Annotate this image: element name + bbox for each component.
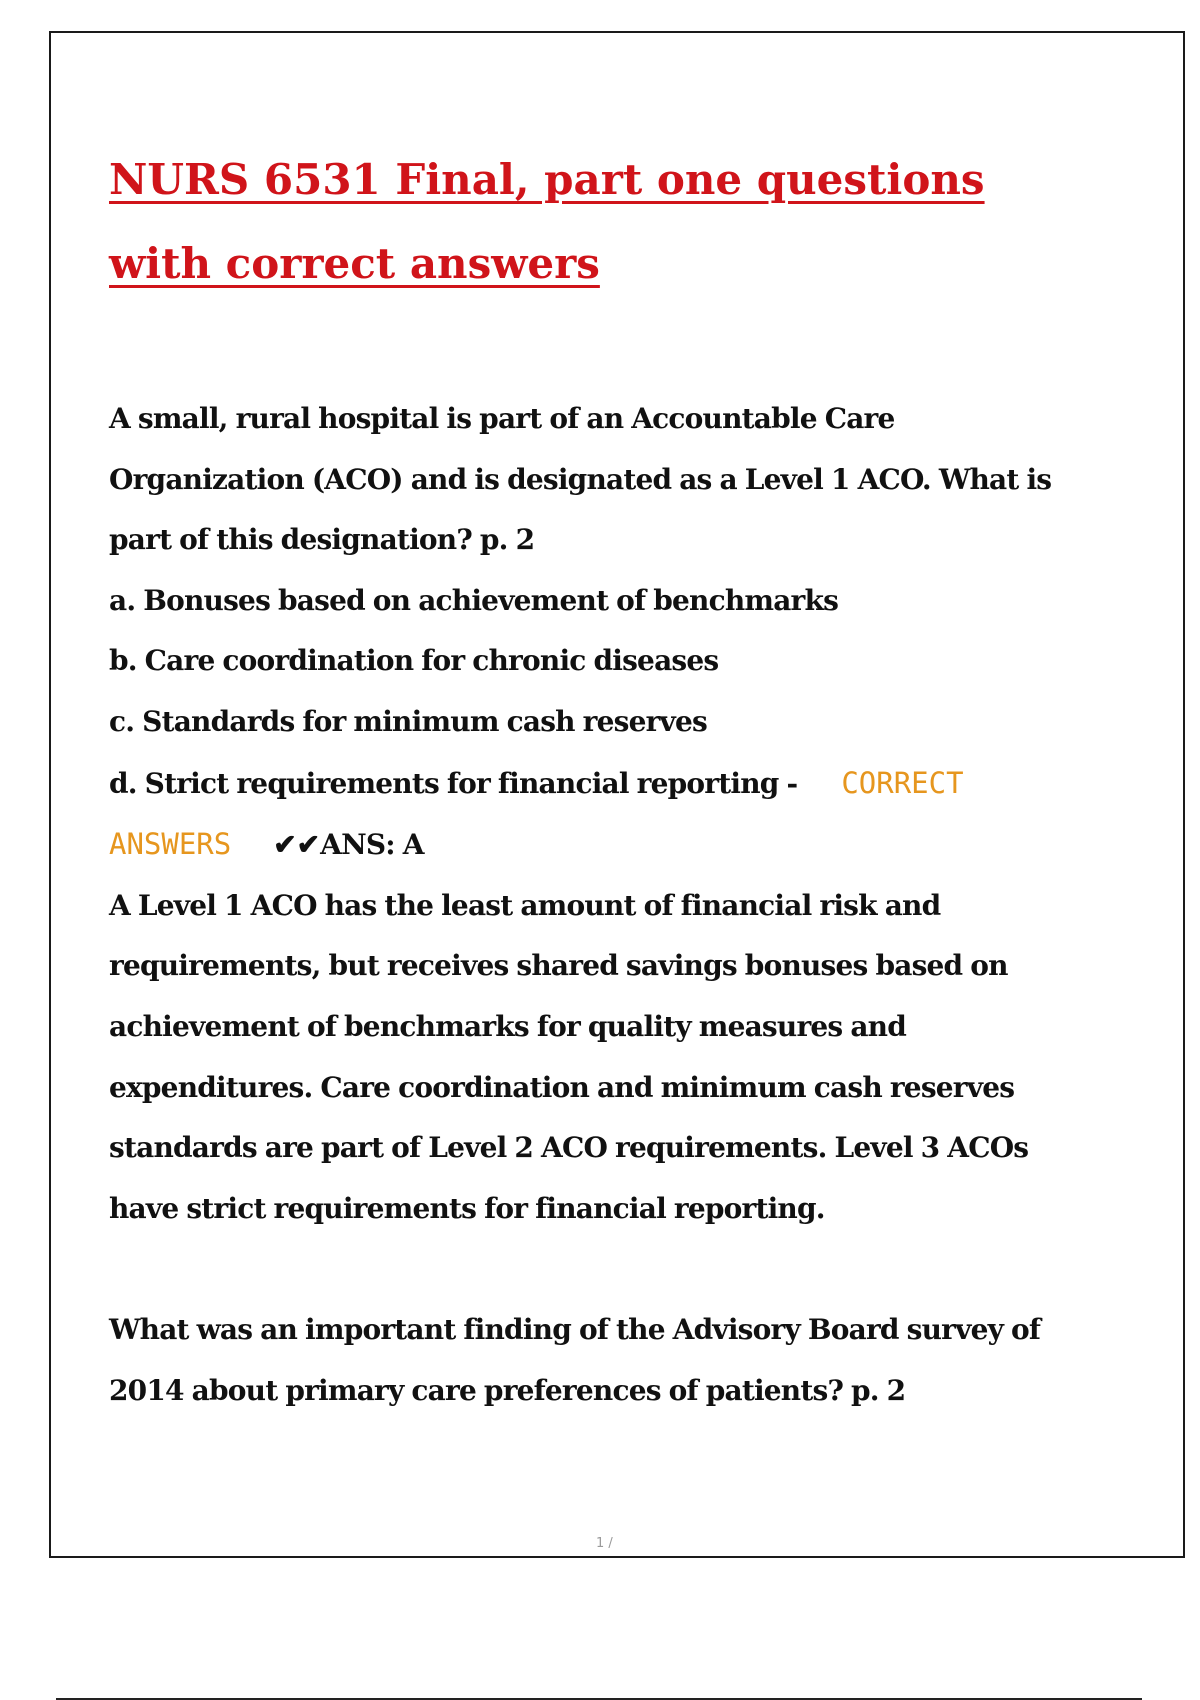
question-2-text: What was an important finding of the Advisory Board survey of 2014 about primary care preferences of patients? p. 2 [109,1312,1041,1407]
correct-answers-tag-1: CORRECT [841,765,964,800]
checkmark-icon: ✔✔ [273,828,321,862]
question-1-option-d: d. Strict requirements for financial reporting - [109,766,798,800]
question-1-text: A small, rural hospital is part of an Accountable Care Organization (ACO) and is designated as a Level 1 ACO. What is part of this designation? p. 2 [109,402,1052,557]
question-1-rationale: A Level 1 ACO has the least amount of financial risk and requirements, but receives shared savings bonuses based on achievement of benchmarks for quality measures and expenditures. Care coordination and minimum cash reserves standards are part of Level 2 ACO requirements. Level 3 ACOs have strict requirements for financial reporting. [109,888,1029,1225]
question-1-answer-line [109,814,1069,876]
correct-answers-tag-2: ANSWERS [109,827,232,862]
question-1-option-b: b. Care coordination for chronic diseases [109,644,719,678]
question-1-option-a: a. Bonuses based on achievement of benchmarks [109,583,839,617]
question-1-option-c: c. Standards for minimum cash reserves [109,704,708,738]
question-1-answer: ANS: A [320,828,424,862]
page-number: 1 / [596,1536,613,1551]
document-title: NURS 6531 Final, part one questions with correct answers [109,155,985,288]
paragraph-gap [109,1239,1069,1300]
question-1-option-d-line [109,753,1069,815]
document-body [109,389,1069,1421]
